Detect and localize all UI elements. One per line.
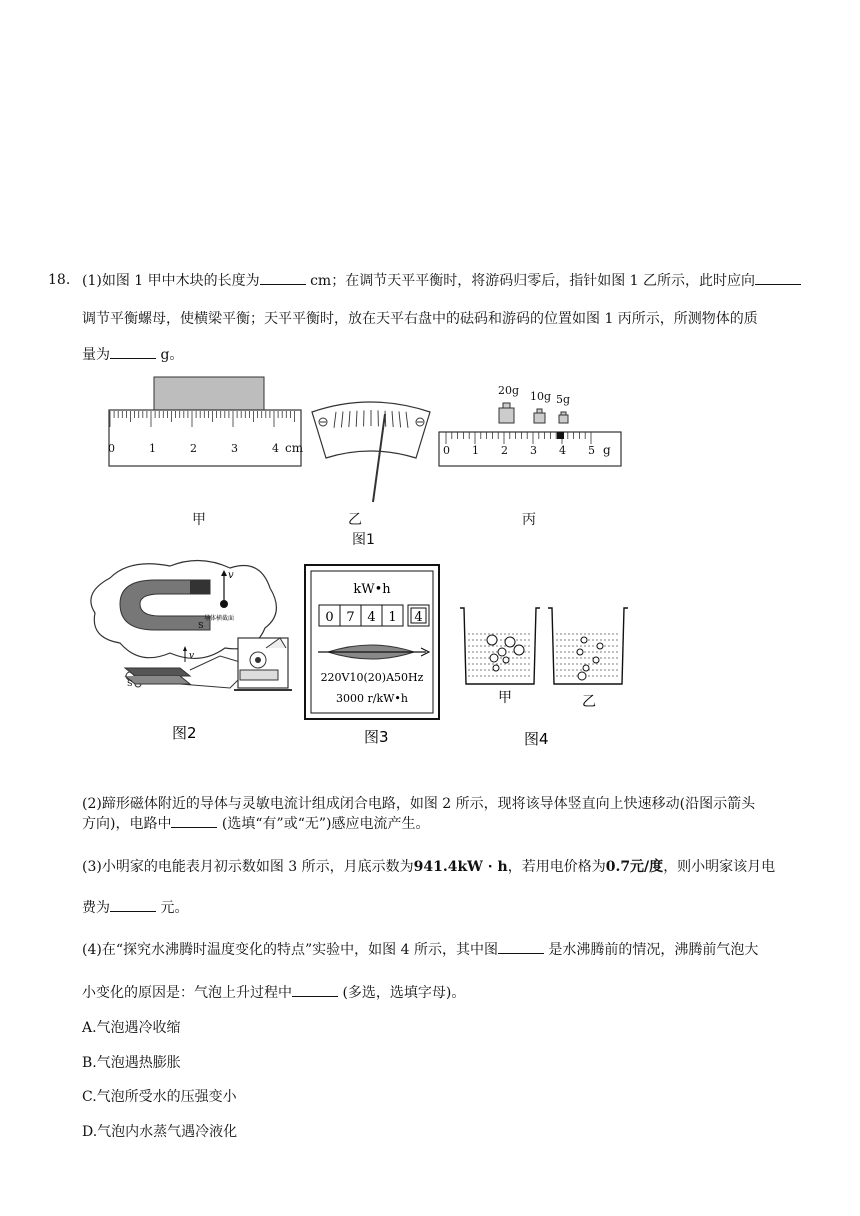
ruler-tick-2: 2	[190, 442, 197, 455]
meter-spec-1: 220V10(20)A50Hz	[320, 671, 424, 684]
velocity-label-bottom: v	[189, 651, 195, 661]
weight-label-20g: 20g	[498, 384, 520, 397]
weight-5g-icon	[559, 415, 568, 423]
part3-line2-a: 费为	[82, 900, 110, 916]
meter-digit-3: 1	[388, 610, 397, 625]
part2-line2-a: 方向)，电路中	[82, 816, 172, 832]
meter-digit-4: 4	[414, 610, 423, 625]
part3-line2-b: 元。	[156, 900, 189, 916]
electricity-price: 0.7元/度	[605, 859, 664, 875]
meter-digit-1: 7	[346, 610, 355, 625]
answer-blank-direction[interactable]	[755, 270, 801, 285]
answer-blank-current[interactable]	[171, 813, 217, 828]
scale-unit: g	[603, 443, 611, 457]
scale-tick-0: 0	[443, 444, 450, 457]
fig3-caption: 图3	[364, 728, 389, 746]
fig4-caption: 图4	[524, 730, 549, 748]
fig1-label-yi: 乙	[348, 512, 362, 528]
answer-blank-length[interactable]	[260, 270, 306, 285]
conductor-note: 导体横截面	[204, 615, 235, 622]
part4-line2	[82, 982, 465, 1003]
part1-text-b: cm；在调节天平平衡时，将游码归零后，指针如图 1 乙所示，此时应向	[305, 273, 756, 289]
scale-tick-1: 1	[472, 444, 479, 457]
fig1-label-jia: 甲	[192, 512, 206, 528]
scale-tick-4: 4	[559, 444, 566, 457]
part1-line3-a: 量为	[82, 347, 110, 363]
part1-line3-b: g。	[156, 347, 184, 363]
part4-text-a: (4)在“探究水沸腾时温度变化的特点”实验中，如图 4 所示，其中图	[82, 942, 498, 958]
figure1	[100, 372, 640, 552]
magnet-s-label-bottom: S	[127, 679, 133, 688]
meter-digits	[319, 605, 429, 626]
part3-text-a: (3)小明家的电能表月初示数如图 3 所示，月底示数为	[82, 859, 414, 875]
ruler-tick-4: 4	[272, 442, 279, 455]
month-end-reading: 941.4kW · h	[413, 859, 508, 875]
fig4-label-yi: 乙	[582, 694, 596, 710]
figure4	[456, 600, 636, 750]
ruler-tick-0: 0	[108, 442, 115, 455]
conductor-cross-section-icon	[220, 600, 228, 608]
part3-text-c: ，则小明家该月电	[663, 859, 776, 875]
part3-line1	[82, 857, 775, 877]
beaker-yi	[548, 608, 628, 684]
meter-digit-0: 0	[325, 610, 334, 625]
lower-magnet-icon	[125, 668, 190, 676]
ruler-tick-3: 3	[231, 442, 238, 455]
option-b: B.气泡遇热膨胀	[82, 1055, 181, 1071]
part1-text-a: (1)如图 1 甲中木块的长度为	[82, 273, 260, 289]
meter-unit: kW•h	[353, 582, 391, 597]
weight-label-10g: 10g	[530, 390, 552, 403]
fig4-label-jia: 甲	[498, 690, 512, 706]
answer-blank-reason[interactable]	[292, 982, 338, 997]
balance-scale-with-weights	[439, 384, 621, 466]
meter-digit-2: 4	[367, 610, 376, 625]
bubble-icon	[487, 635, 497, 645]
beaker-jia	[460, 608, 540, 684]
weight-20g-icon	[499, 408, 514, 423]
weight-label-5g: 5g	[556, 393, 571, 406]
option-c: C.气泡所受水的压强变小	[82, 1089, 237, 1105]
ruler-unit: cm	[285, 441, 304, 455]
balance-dial	[312, 402, 430, 502]
part2-line2	[82, 813, 429, 834]
part1-line2: 调节平衡螺母，使横梁平衡；天平平衡时，放在天平右盘中的砝码和游码的位置如图 1 丙所示，所测物体的质	[82, 311, 758, 327]
fig1-caption: 图1	[352, 532, 375, 548]
question-number: 18.	[48, 272, 71, 288]
ruler-body	[109, 410, 301, 466]
weight-10g-icon	[534, 413, 545, 423]
rider	[557, 432, 564, 439]
part3-line2	[82, 897, 188, 918]
option-a: A.气泡遇冷收缩	[82, 1020, 181, 1036]
wooden-block	[154, 377, 264, 411]
fig2-caption: 图2	[172, 724, 197, 742]
ruler-tick-1: 1	[149, 442, 156, 455]
answer-blank-mass[interactable]	[110, 344, 156, 359]
magnet-s-label-top: S	[198, 621, 204, 630]
meter-spec-2: 3000 r/kW•h	[336, 692, 408, 705]
part1-line3	[82, 344, 183, 365]
part2-line1: (2)蹄形磁体附近的导体与灵敏电流计组成闭合电路，如图 2 所示，现将该导体竖直向上快速移动(沿图示箭头	[82, 796, 756, 812]
answer-blank-figure[interactable]	[498, 939, 544, 954]
figure3	[304, 564, 440, 750]
option-d: D.气泡内水蒸气遇冷液化	[82, 1124, 238, 1140]
scale-tick-2: 2	[501, 444, 508, 457]
part2-line2-b: (选填“有”或“无”)感应电流产生。	[217, 816, 430, 832]
scale-tick-3: 3	[530, 444, 537, 457]
fig1-label-bing: 丙	[522, 512, 536, 528]
part4-text-b: 是水沸腾前的情况，沸腾前气泡大	[543, 942, 759, 958]
answer-blank-fee[interactable]	[110, 897, 156, 912]
part1-line1	[82, 270, 801, 291]
part4-line2-b: (多选，选填字母)。	[338, 985, 466, 1001]
part3-text-b: ，若用电价格为	[507, 859, 606, 875]
part4-line2-a: 小变化的原因是：气泡上升过程中	[82, 985, 292, 1001]
figure2	[80, 558, 300, 748]
velocity-label-top: v	[228, 570, 234, 581]
scale-tick-5: 5	[588, 444, 595, 457]
ruler-with-block	[108, 377, 304, 466]
part4-line1	[82, 939, 758, 960]
